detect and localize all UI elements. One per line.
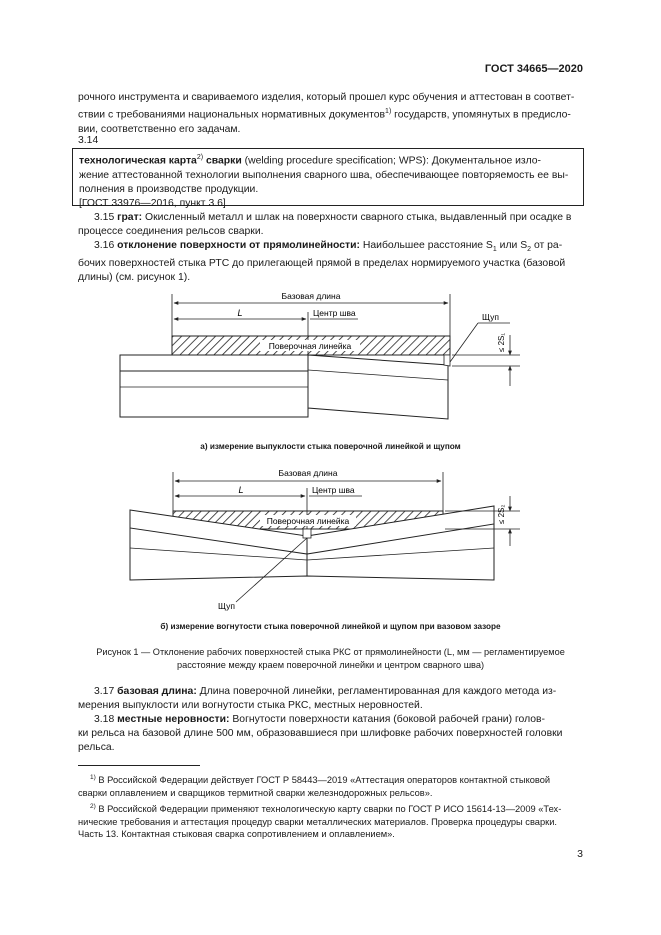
- intro-line-3: вии, соответственно его задачам.: [78, 123, 241, 135]
- figure-b-base-length: Базовая длина: [278, 468, 338, 478]
- figure-b-s-label: ≤ 2S₂: [497, 504, 506, 524]
- term-3-14-source: [ГОСТ 33976—2016, пункт 3.6]: [79, 198, 226, 210]
- term-3-16: 3.16 отклонение поверхности от прямолинейности: Наибольшее расстояние $S_1$ или $S_2$ от ра- бочих поверхностей стыка РТС до прилегающей прямой в пределах нормируемого участка (базовой длины) (см. рисунок 1).: [78, 240, 566, 284]
- term-3-18-term: местные неровности:: [117, 714, 230, 725]
- intro-paragraph: [78, 91, 583, 137]
- term-3-14-line-2: жение аттестованной технологии выполнения сварного шва, обеспечивающее повторяемость ее вы-: [79, 169, 569, 181]
- figure-b-L: L: [238, 485, 244, 495]
- figure-b-ruler-label: Поверочная линейка: [266, 516, 350, 526]
- term-3-15: 3.15 грат: Окисленный металл и шлак на поверхности сварного стыка, выдавленный при осадке в процессе соединения рельсов сварки.: [78, 212, 572, 238]
- figure-b-probe-label: Щуп: [218, 601, 236, 611]
- figure-a-diagram: [100, 290, 530, 430]
- term-3-14-line-3: полнения в производстве продукции.: [79, 183, 259, 195]
- term-3-14-term: технологическая карта: [79, 155, 197, 167]
- figure-b-diagram: [110, 466, 530, 622]
- intro-line-2: ствии с требованиями национальных нормативных документов$^{1)}$ государств, упомянутых в предисло-: [78, 108, 571, 121]
- term-3-16-term: отклонение поверхности от прямолинейности:: [117, 240, 360, 251]
- intro-line-1: рочного инструмента и свариваемого изделия, который прошел курс обучения и аттестован в соответ-: [78, 92, 575, 103]
- term-3-14-number: 3.14: [78, 135, 99, 146]
- figure-a-s-label: ≤ 2S₁: [497, 332, 506, 352]
- term-3-18: 3.18 местные неровности: Вогнутости поверхности катания (боковой рабочей грани) голов- ки рельса на базовой длине 500 мм, образовавшиеся при шлифовке рабочих поверхностей головки рельса.: [78, 714, 563, 754]
- figure-a-L: L: [237, 308, 243, 318]
- term-3-15-term: грат:: [117, 212, 143, 223]
- figure-b-weld-center: Центр шва: [312, 485, 355, 495]
- footnote-divider: [78, 765, 200, 766]
- figure-a-ruler-label: Поверочная линейка: [268, 341, 352, 351]
- figure-a-probe-label: Щуп: [482, 312, 500, 322]
- figure-a-base-length: Базовая длина: [281, 291, 341, 301]
- footnote-1: $^{1)}$ В Российской Федерации действует ГОСТ Р 58443—2019 «Аттестация операторов контактной стыковой сварки оплавлением и сварщиков термитной сварки железнодорожных рельсов».: [78, 774, 551, 798]
- term-3-14-box: [72, 148, 584, 210]
- footnote-2: $^{2)}$ В Российской Федерации применяют технологическую карту сварки по ГОСТ Р ИСО 15614-13—2009 «Тех- нические требования и аттестация процедур сварки металлических материалов. Проверка процедуры сварки. Часть 13. Контактная стыковая сварка сопротивлением и оплавлением».: [78, 803, 562, 839]
- figure-a-caption: а) измерение выпуклости стыка поверочной линейкой и щупом: [200, 442, 461, 451]
- term-3-17: 3.17 базовая длина: Длина поверочной линейки, регламентированная для каждого метода из- мерения выпуклости или вогнутости стыка РКС, местных неровностей.: [78, 686, 557, 712]
- figure-caption: Рисунок 1 — Отклонение рабочих поверхностей стыка РКС от прямолинейности (L, мм — регламентируемое расстояние между краем поверочной линейки и центром сварного шва): [96, 647, 565, 670]
- term-3-17-term: базовая длина:: [117, 686, 197, 697]
- figure-b-caption: б) измерение вогнутости стыка поверочной линейкой и щупом при вазовом зазоре: [160, 622, 501, 631]
- standard-code: ГОСТ 34665—2020: [484, 63, 583, 75]
- figure-a-weld-center: Центр шва: [313, 308, 356, 318]
- page-number: 3: [577, 848, 583, 860]
- term-3-14-line-1: технологическая карта$^{2)}$ сварки (welding procedure specification; WPS): Документальное изло-: [79, 154, 542, 167]
